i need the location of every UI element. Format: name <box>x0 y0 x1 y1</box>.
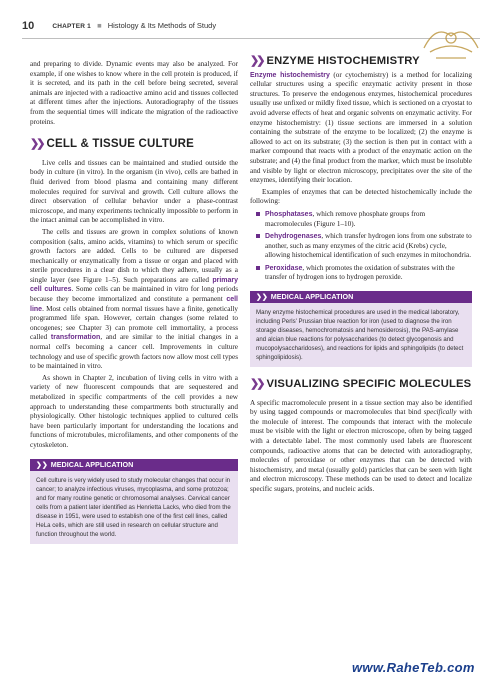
list-item: Phosphatases, which remove phosphate groups from macromolecules (Figure 1–10). <box>256 210 472 229</box>
chevron-icon: ❯❯ <box>30 138 43 151</box>
chapter-label: CHAPTER 1 <box>52 23 91 30</box>
medical-application-box-right <box>250 291 472 367</box>
square-bullet-icon <box>256 266 260 270</box>
cell-culture-paragraph-1: Live cells and tissues can be maintained and studied outside the body in culture (in vitro). In the organism (in vivo), cells are bathed in fluid derived from blood plasma and containing many different molecules required for survival and growth. Cell culture allows the direct observation of cellular behavior under a phase-contrast microscope, and many experiments technically impossible to perform in the intact animal can be accomplished in vitro. <box>30 158 238 225</box>
medical-application-box-left <box>30 459 238 544</box>
chevron-icon: ❯❯ <box>256 294 268 302</box>
intro-paragraph: and preparing to divide. Dynamic events may also be analyzed. For example, if one wishes to know where in the cell protein is produced, if it is secreted, and its path in the cell before being secreted, several animals are injected with a radioactive amino acid and tissues collected at different times after the injections. Autoradiography of the tissues from the sequential times will indicate the migration of the radioactive proteins. <box>30 60 238 126</box>
list-item: Dehydrogenases, which transfer hydrogen ions from one substrate to another, such as many enzymes of the citric acid (Krebs) cycle, allowing histochemical identification of such enzymes in mitochondria. <box>256 232 472 261</box>
section-heading-cell-culture <box>30 140 238 150</box>
enzyme-paragraph-1: Enzyme histochemistry (or cytochemistry) is a method for localizing cellular structures using a specific enzymatic activity present in those structures. To preserve the endogenous enzymes, histochemical procedures usually use unfixed or mildly fixed tissue, which is sectioned on a cryostat to avoid adverse effects of heat and organic solvents on enzymatic activity. For enzyme histochemistry: (1) tissue sections are immersed in a solution containing the substrate of the enzyme to be localized; (2) the enzyme is allowed to act on its substrate; (3) the section is then put in contact with a marker compound that reacts with a product of the enzymatic action on the substrate; and (4) the final product from the marker, which must be insoluble and visible by light or electron microscopy, precipitates over the site of the enzymes, identifying their location. <box>250 70 472 185</box>
enzyme-list <box>256 210 472 283</box>
term-enzyme-histochemistry: Enzyme histochemistry <box>250 71 330 79</box>
running-header <box>22 20 482 34</box>
visualizing-paragraph: A specific macromolecule present in a tissue section may also be identified by using tagged compounds or macromolecules that bind specifically with the molecule of interest. The compounds that interact with the molecule must be visible with the light or electron microscope, often by being tagged with a detectable label. The most commonly used labels are fluorescent compounds, radioactive atoms that can be detected with autoradiography, molecules of peroxidase or other enzymes that can be detected with histochemistry, and metal (usually gold) particles that can be seen with light and electron microscopy. These methods can be used to detect and localize specific sugars, proteins, and nucleic acids. <box>250 398 473 493</box>
medical-box-text: Many enzyme histochemical procedures are used in the medical laboratory, including Perls' Prussian blue reaction for iron (used to diagnose the iron storage diseases, hemochromatosis and hemosiderosis), the PAS-amylase and alcian blue reactions for polysaccharides (to detect glycogenosis and mucopolysaccharidoses), and reactions for lipids and sphingolipids (to detect sphingolipidosis). <box>256 309 464 362</box>
square-bullet-icon <box>256 212 260 216</box>
chevron-icon: ❯❯ <box>250 378 263 391</box>
enzyme-paragraph-2: Examples of enzymes that can be detected histochemically include the following: <box>250 187 472 206</box>
medical-box-text: Cell culture is very widely used to study molecular changes that occur in cancer; to analyze infectious viruses, mycoplasma, and some protozoa; and for many routine genetic or chromosomal analyses. Cervical cancer cells from a patient later identified as Henrietta Lacks, who died from the disease in 1951, were used to establish one of the first cell lines, called HeLa cells, which are still used in research on cellular structure and function throughout the world. <box>36 476 231 538</box>
medical-box-header: ❯❯ MEDICAL APPLICATION <box>30 459 238 471</box>
chevron-icon: ❯❯ <box>36 461 48 469</box>
term-transformation: transformation <box>50 334 101 342</box>
term-cell-line: cell line <box>30 296 238 313</box>
term-primary-cell-cultures: primary cell cultures <box>30 276 238 294</box>
section-heading-visualizing-molecules <box>250 380 472 390</box>
section-heading-text: CELL & TISSUE CULTURE <box>46 138 194 151</box>
watermark-logo-icon <box>416 18 486 66</box>
cell-culture-paragraph-2: The cells and tissues are grown in complex solutions of known composition (salts, amino acids, vitamins) to which serum or specific growth factors are added. Cells to be cultured are dispersed mechanically or enzymatically from a tissue or organ and placed with sterile procedures in a clear dish to which they adhere, usually as a single layer (see Figure 1–5). Such preparations are called primary cell cultures. Some cells can be maintained in vitro for long periods because they become immortalized and constitute a permanent cell line. Most cells obtained from normal tissues have a finite, genetically programmed life span. However, certain changes (some related to oncogenes; see Chapter 3) can promote cell immortality, a process called transformation, and are similar to the initial changes in a normal cell's becoming a cancer cell. Improvements in culture technology and use of specific growth factors now allow most cell types to be maintained in vitro. <box>30 227 239 371</box>
medical-box-header: ❯❯ MEDICAL APPLICATION <box>250 291 472 303</box>
watermark-text: www.RaheTeb.com <box>352 660 475 675</box>
right-column <box>250 55 473 497</box>
section-heading-text: VISUALIZING SPECIFIC MOLECULES <box>266 378 472 391</box>
section-heading-text: ENZYME HISTOCHEMISTRY <box>266 55 420 67</box>
cell-culture-paragraph-3: As shown in Chapter 2, incubation of living cells in vitro with a variety of new fluorescent compounds that are sequestered and metabolized in specific compartments of the cell provides a new approach to understanding these compartments both structurally and physiologically. Other histologic techniques applied to cultured cells have been particularly important for understanding the locations and functions of microtubules, microfilaments, and other components of the cytoskeleton. <box>30 373 238 449</box>
chapter-title: Histology & Its Methods of Study <box>107 21 217 30</box>
list-item: Peroxidase, which promotes the oxidation of substrates with the transfer of hydrogen ions to hydrogen peroxide. <box>256 264 472 283</box>
header-separator: ■ <box>97 21 102 30</box>
square-bullet-icon <box>256 234 260 238</box>
page-number: 10 <box>22 20 35 32</box>
left-column <box>30 60 238 550</box>
chevron-icon: ❯❯ <box>250 55 263 67</box>
header-rule <box>22 38 480 39</box>
